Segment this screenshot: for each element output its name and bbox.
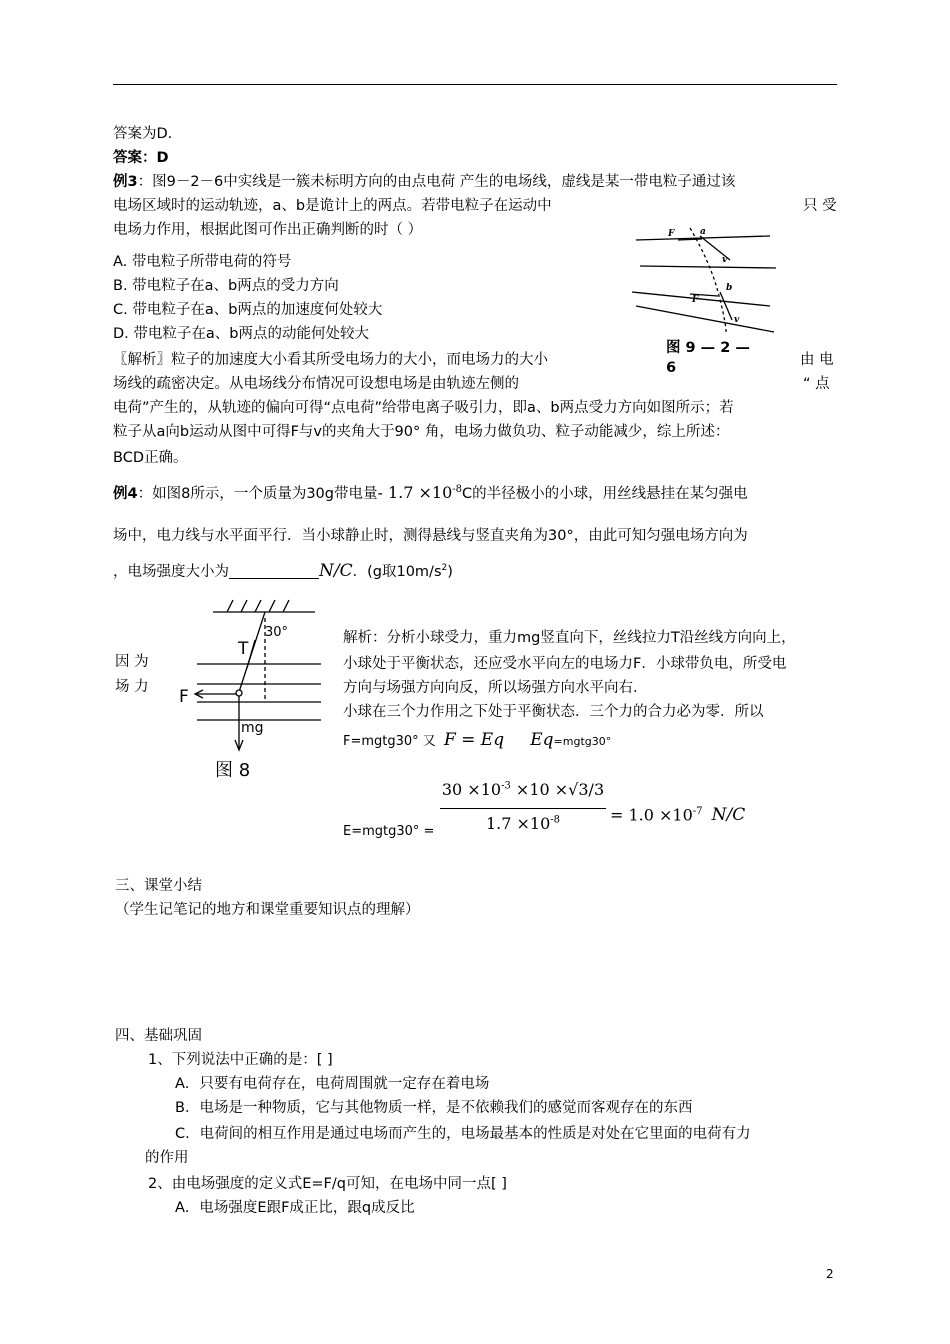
analysis-line1-tail: 由 电 <box>800 352 834 368</box>
fraction-denominator <box>438 814 608 833</box>
pendulum-figure <box>175 598 335 788</box>
analysis-line2: 场线的疏密决定。从电场线分布情况可设想电场是由轨迹左侧的 <box>113 376 519 392</box>
example4-line1 <box>113 478 748 506</box>
solution-line3: 方向与场强方向向反，所以场强方向水平向右． <box>343 680 648 696</box>
analysis-line5: BCD正确。 <box>113 450 188 466</box>
example3-line2: 电场区域时的运动轨迹，a、b是诡计上的两点。若带电粒子在运动中 <box>113 198 552 214</box>
label-va: v <box>722 255 728 265</box>
answer-prev: 答案为D. <box>113 126 173 142</box>
denominator-exponent: -8 <box>550 814 561 826</box>
numerator-text-b: ×10 × <box>510 780 569 799</box>
result-exponent: -7 <box>692 806 703 817</box>
example3-line1 <box>113 170 735 194</box>
field-line <box>640 266 776 268</box>
force-label: F <box>179 687 189 707</box>
example4-line3 <box>113 556 453 584</box>
numerator-exponent: -3 <box>501 780 511 792</box>
figure-9-2-6-caption-1: 图 9 — 2 — <box>666 340 750 356</box>
question1-option-a: A．只要有电荷存在，电荷周围就一定存在着电场 <box>175 1076 490 1092</box>
header-rule <box>113 84 837 85</box>
answer-label: 答案：D <box>113 150 169 166</box>
result <box>610 800 745 827</box>
example4-label: 例4 <box>113 485 138 502</box>
field-line <box>632 292 770 306</box>
option-d: D. 带电粒子在a、b两点的动能何处较大 <box>113 326 369 342</box>
label-vb: v <box>734 315 740 325</box>
section4-title: 四、基础巩固 <box>115 1028 202 1044</box>
sqrt-three: √3 <box>568 780 589 799</box>
trajectory-path <box>690 228 726 332</box>
fraction-numerator: $30 \times 10^{-3} \times 10 \times√3/3$ <box>441 780 605 799</box>
example4-text1: ：如图8所示，一个质量为30g带电量 <box>137 485 378 502</box>
denominator-text: 1.7 ×10 <box>485 814 551 833</box>
analysis-line1: 〖解析〗粒子的加速度大小看其所受电场力的大小，而电场力的大小 <box>113 352 548 368</box>
example4-text1b: C的半径极小的小球，用丝线悬挂在某匀强电 <box>462 485 748 502</box>
analysis-line2-tail: “ 点 <box>803 376 830 392</box>
answer-blank[interactable] <box>229 564 319 579</box>
question1-option-c: C．电荷间的相互作用是通过电场而产生的，电场最基本的性质是对处在它里面的电荷有力 <box>175 1126 751 1142</box>
side-text-1: 因 为 <box>115 654 149 670</box>
equation-eq: Eq <box>530 730 554 750</box>
question1: 1、下列说法中正确的是：[ ] <box>148 1052 333 1068</box>
example3-text1: ：图9－2－6中实线是一簇未标明方向的由点电荷 产生的电场线，虚线是某一带电粒子通过该 <box>137 174 736 190</box>
numerator-text: 30 ×10 <box>441 780 502 799</box>
example4-text3: ，电场强度大小为 <box>113 563 229 580</box>
example4-text3b: ．(g取10m/s <box>352 563 442 580</box>
tension-label: T <box>238 639 249 659</box>
figure-8-caption: 图 8 <box>215 760 251 781</box>
result-unit: N/C <box>711 805 746 826</box>
question1-option-b: B．电场是一种物质，它与其他物质一样，是不依赖我们的感觉而客观存在的东西 <box>175 1100 693 1116</box>
section3-note: （学生记笔记的地方和课堂重要知识点的理解） <box>115 902 420 918</box>
solution-line5 <box>343 728 611 754</box>
analysis-line3: 电荷”产生的，从轨迹的偏向可得“点电荷”给带电离子吸引力，即a、b两点受力方向如图所示；若 <box>113 400 734 416</box>
equation-f-eq: F = Eq <box>443 730 505 750</box>
question1-option-c-cont: 的作用 <box>145 1150 189 1166</box>
label-fa: F <box>668 229 675 239</box>
square-exponent: 2 <box>441 563 448 573</box>
charged-ball <box>236 690 242 696</box>
label-a: a <box>700 227 706 237</box>
example3-line3: 电场力作用，根据此图可作出正确判断的时（ ） <box>113 222 423 238</box>
label-b: b <box>726 283 733 293</box>
fraction-bar <box>440 808 606 809</box>
unit-nc: N/C <box>319 560 353 581</box>
example4-text3d: ) <box>447 563 453 580</box>
example3-line2-tail: 只 受 <box>803 198 837 214</box>
side-text-2: 场 力 <box>115 679 149 695</box>
section3-title: 三、课堂小结 <box>115 878 202 894</box>
solution-line1: 解析：分析小球受力，重力mg竖直向下，丝线拉力T沿丝线方向向上， <box>343 630 796 646</box>
example4-line2: 场中，电力线与水平面平行．当小球静止时，测得悬线与竖直夹角为30°，由此可知匀强电场方向为 <box>113 528 748 544</box>
field-lines-figure <box>630 222 780 340</box>
figure-9-2-6-caption-2: 6 <box>666 360 677 376</box>
field-line <box>636 306 774 332</box>
charge-value: - 1.7 ×10 <box>377 482 453 502</box>
analysis-line4: 粒子从a向b运动从图中可得F与v的夹角大于90° 角，电场力做负功、粒子动能减少，综上所述： <box>113 424 730 440</box>
solution-text5a: F=mgtg30° 又 <box>343 734 436 749</box>
page-number: 2 <box>826 1267 834 1281</box>
result-text: = 1.0 ×10 <box>610 805 693 825</box>
example3-label: 例3 <box>113 174 138 190</box>
solution-text5b: =mgtg30° <box>553 735 612 748</box>
charge-exponent: -8 <box>452 484 463 495</box>
label-fb: F <box>692 295 699 305</box>
option-c: C. 带电粒子在a、b两点的加速度何处较大 <box>113 302 383 318</box>
solution-line2: 小球处于平衡状态，还应受水平向左的电场力F．小球带负电，所受电 <box>343 656 787 672</box>
solution-line4: 小球在三个力作用之下处于平衡状态．三个力的合力必为零．所以 <box>343 704 764 720</box>
angle-label: 30° <box>265 625 289 640</box>
question2-option-a: A．电场强度E跟F成正比，跟q成反比 <box>175 1200 415 1216</box>
solution-line6: E=mgtg30° = <box>343 824 435 839</box>
option-b: B. 带电粒子在a、b两点的受力方向 <box>113 278 339 294</box>
question2: 2、由电场强度的定义式E=F/q可知，在电场中同一点[ ] <box>148 1176 507 1192</box>
sqrt-divisor: 3 <box>593 780 605 799</box>
weight-label: mg <box>241 720 264 736</box>
option-a: A. 带电粒子所带电荷的符号 <box>113 254 292 270</box>
